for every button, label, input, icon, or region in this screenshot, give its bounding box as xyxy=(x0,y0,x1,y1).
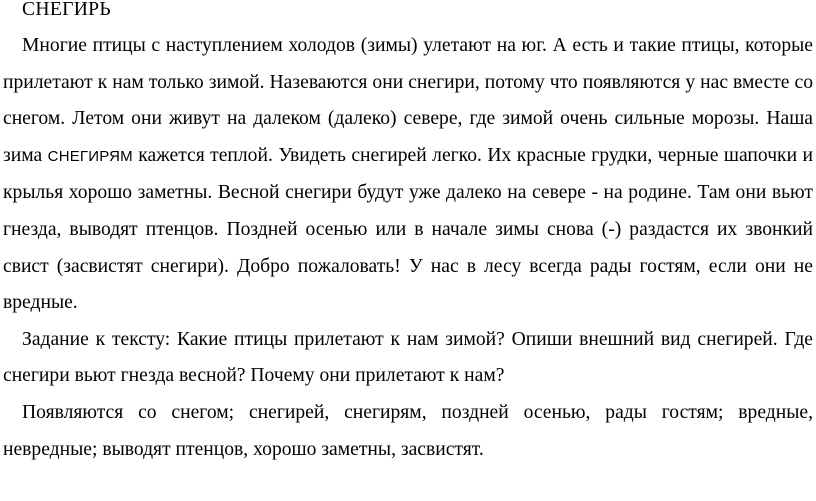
main-text-part-1: Многие птицы с наступлением холодов (зимы) улетают на юг. А есть и такие птицы, которые прилетают к нам только зимой. Назеваются они снегири, потому что появляются у нас вместе со снегом. Летом они живут на далеком (далеко) севере, где зимой очень сильные морозы. Наша зима xyxy=(3,35,813,166)
task-paragraph: Задание к тексту: Какие птицы прилетают к нам зимой? Опиши внешний вид снегирей. Где снегири вьют гнезда весной? Почему они прилетают к нам? xyxy=(3,328,813,387)
small-caps-word: СНЕГИРЯМ xyxy=(47,147,133,165)
answer-paragraph: Появляются со снегом; снегирей, снегирям, поздней осенью, рады гостям; вредные, невредные; выводят птенцов, хорошо заметны, засвистят. xyxy=(3,401,813,460)
document-title: СНЕГИРЬ xyxy=(22,0,111,20)
main-text-part-2: кажется теплой. Увидеть снегирей легко. Их красные грудки, черные шапочки и крылья хорошо заметны. Весной снегири будут уже далеко на севере - на родине. Там они вьют гнезда, выводят птенцов. Поздней осенью или в начале зимы снова (-) раздастся их звонкий свист (засвистят снегири). Добро пожаловать! У нас в лесу всегда рады гостям, если они не вредные. xyxy=(3,144,813,314)
main-paragraph xyxy=(3,28,813,322)
